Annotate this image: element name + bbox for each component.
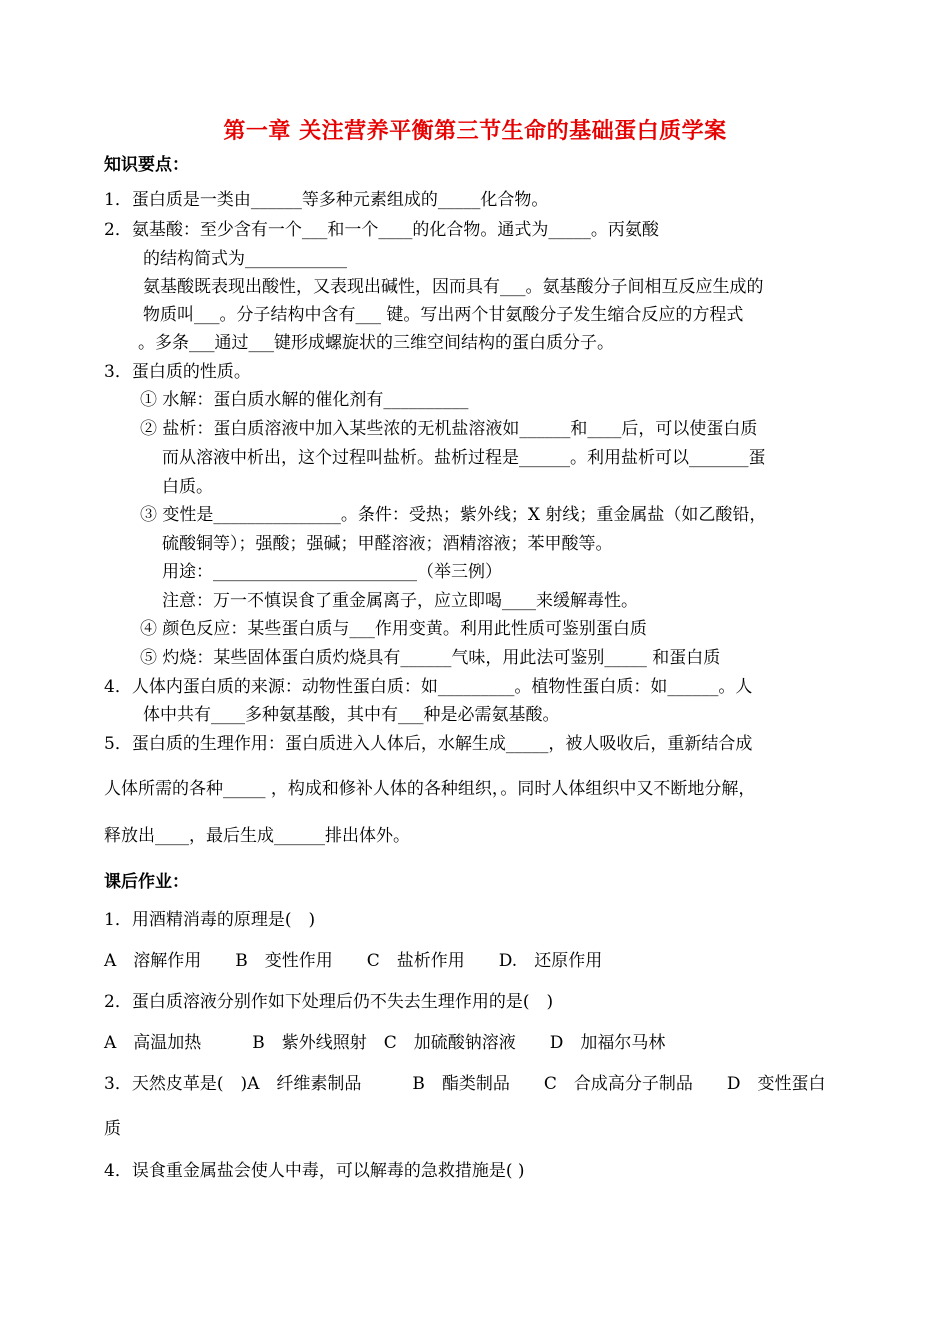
property-denaturation-line-1: ③ 变性是_______________。条件：受热；紫外线；X 射线；重金属盐（如乙酸铅，	[140, 505, 767, 525]
property-color-reaction: ④ 颜色反应：某些蛋白质与___作用变黄。利用此性质可鉴别蛋白质	[140, 619, 647, 639]
homework-question-1: 1．用酒精消毒的原理是( )	[104, 910, 316, 930]
knowledge-item-3-heading: 3．蛋白质的性质。	[104, 362, 251, 382]
homework-question-2-options: A 高温加热 B 紫外线照射 C 加硫酸钠溶液 D 加福尔马林	[104, 1033, 666, 1053]
knowledge-item-5-line-2: 人体所需的各种_____ ，构成和修补人体的各种组织，。同时人体组织中又不断地分解，	[104, 779, 756, 799]
page-title: 第一章 关注营养平衡第三节生命的基础蛋白质学案	[223, 118, 727, 144]
property-denaturation-note: 注意：万一不慎误食了重金属离子，应立即喝____来缓解毒性。	[162, 591, 638, 611]
homework-question-2: 2．蛋白质溶液分别作如下处理后仍不失去生理作用的是( )	[104, 992, 554, 1012]
knowledge-item-2-line-3: 氨基酸既表现出酸性，又表现出碱性，因而具有___。氨基酸分子间相互反应生成的	[143, 277, 764, 297]
homework-question-3-line-1: 3．天然皮革是( )A 纤维素制品 B 酯类制品 C 合成高分子制品 D 变性蛋白	[104, 1074, 826, 1094]
section-heading-homework: 课后作业：	[104, 872, 189, 892]
knowledge-item-5-line-3: 释放出____，最后生成______排出体外。	[104, 826, 410, 846]
knowledge-item-2-line-1: 2．氨基酸：至少含有一个___和一个____的化合物。通式为_____。丙氨酸	[104, 220, 659, 240]
property-salting-line-1: ② 盐析：蛋白质溶液中加入某些浓的无机盐溶液如______和____后，可以使蛋白质	[140, 419, 758, 439]
property-hydrolysis: ① 水解：蛋白质水解的催化剂有__________	[140, 390, 469, 410]
section-heading-knowledge: 知识要点：	[104, 155, 189, 175]
homework-question-3-line-2: 质	[104, 1119, 121, 1139]
knowledge-item-2-line-4: 物质叫___。分子结构中含有___ 键。写出两个甘氨酸分子发生缩合反应的方程式	[143, 305, 744, 325]
homework-question-1-options: A 溶解作用 B 变性作用 C 盐析作用 D. 还原作用	[104, 951, 603, 971]
knowledge-item-4-line-2: 体中共有____多种氨基酸，其中有___种是必需氨基酸。	[143, 705, 560, 725]
property-salting-line-3: 白质。	[162, 477, 213, 497]
knowledge-item-2-line-2: 的结构简式为____________	[143, 249, 347, 269]
property-burning: ⑤ 灼烧：某些固体蛋白质灼烧具有______气味，用此法可鉴别_____ 和蛋白质	[140, 648, 721, 668]
property-denaturation-line-2: 硫酸铜等）；强酸；强碱；甲醛溶液；酒精溶液；苯甲酸等。	[162, 534, 613, 554]
property-denaturation-uses: 用途：________________________（举三例）	[162, 562, 502, 582]
homework-question-4: 4．误食重金属盐会使人中毒，可以解毒的急救措施是( )	[104, 1161, 525, 1181]
knowledge-item-4-line-1: 4．人体内蛋白质的来源：动物性蛋白质：如_________。植物性蛋白质：如______。人	[104, 677, 753, 697]
knowledge-item-2-line-5: 。多条___通过___键形成螺旋状的三维空间结构的蛋白质分子。	[138, 333, 614, 353]
knowledge-item-1: 1．蛋白质是一类由______等多种元素组成的_____化合物。	[104, 190, 549, 210]
property-salting-line-2: 而从溶液中析出，这个过程叫盐析。盐析过程是______。利用盐析可以_______蛋	[162, 448, 766, 468]
knowledge-item-5-line-1: 5．蛋白质的生理作用：蛋白质进入人体后，水解生成_____，被人吸收后，重新结合成	[104, 734, 753, 754]
